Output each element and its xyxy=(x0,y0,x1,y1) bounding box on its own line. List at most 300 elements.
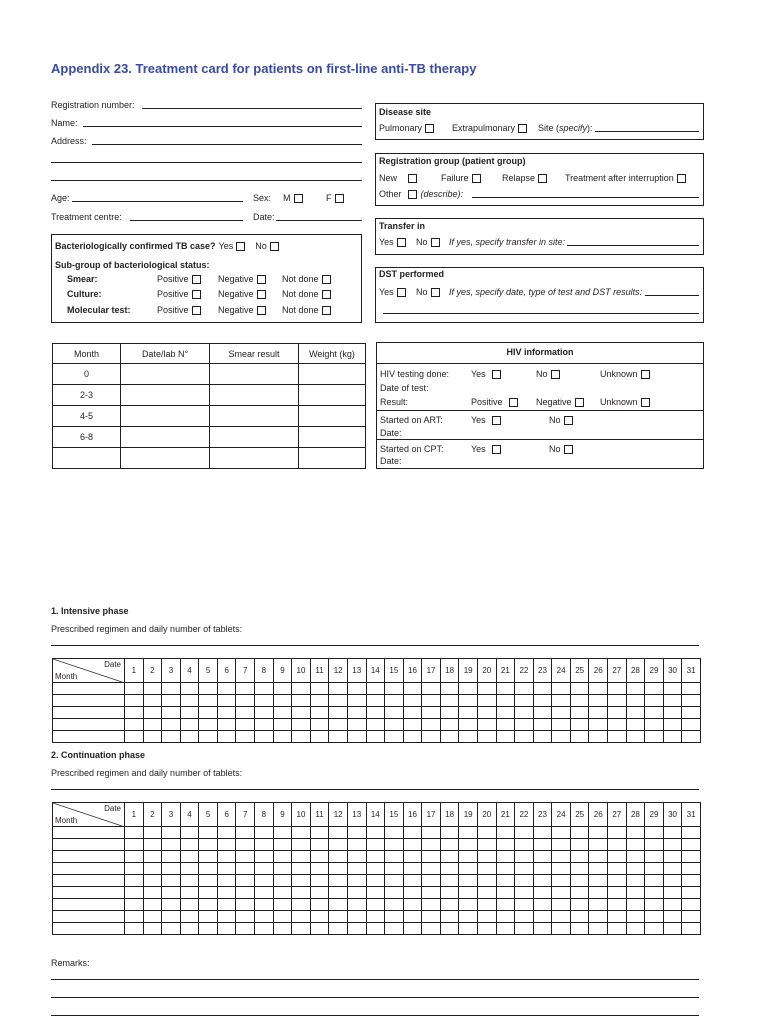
day-cell[interactable] xyxy=(477,719,496,731)
date-field[interactable] xyxy=(276,220,362,221)
result-negative-checkbox[interactable] xyxy=(575,398,584,407)
culture-not-done[interactable] xyxy=(282,289,331,299)
day-cell[interactable] xyxy=(682,887,701,899)
day-cell[interactable] xyxy=(217,839,236,851)
name-field[interactable] xyxy=(83,126,362,127)
day-cell[interactable] xyxy=(125,827,144,839)
day-cell[interactable] xyxy=(403,707,422,719)
day-cell[interactable] xyxy=(440,695,459,707)
month-cell[interactable] xyxy=(53,863,125,875)
day-cell[interactable] xyxy=(626,827,645,839)
day-cell[interactable] xyxy=(552,719,571,731)
result-unknown-checkbox[interactable] xyxy=(641,398,650,407)
day-cell[interactable] xyxy=(125,899,144,911)
day-cell[interactable] xyxy=(440,839,459,851)
day-cell[interactable] xyxy=(626,695,645,707)
day-cell[interactable] xyxy=(477,827,496,839)
day-cell[interactable] xyxy=(533,695,552,707)
day-cell[interactable] xyxy=(385,875,404,887)
day-cell[interactable] xyxy=(552,695,571,707)
sex-f-option[interactable] xyxy=(326,193,344,203)
day-cell[interactable] xyxy=(347,875,366,887)
day-cell[interactable] xyxy=(533,899,552,911)
day-cell[interactable] xyxy=(589,851,608,863)
day-cell[interactable] xyxy=(496,899,515,911)
day-cell[interactable] xyxy=(496,827,515,839)
art-yes-checkbox[interactable] xyxy=(492,416,501,425)
day-cell[interactable] xyxy=(143,887,162,899)
day-cell[interactable] xyxy=(125,683,144,695)
day-cell[interactable] xyxy=(552,911,571,923)
cpt-no-checkbox[interactable] xyxy=(564,445,573,454)
day-cell[interactable] xyxy=(180,851,199,863)
day-cell[interactable] xyxy=(422,875,441,887)
remarks-field-line-2[interactable] xyxy=(51,997,699,998)
day-cell[interactable] xyxy=(310,875,329,887)
day-cell[interactable] xyxy=(385,707,404,719)
transfer-no-checkbox[interactable] xyxy=(431,238,440,247)
day-cell[interactable] xyxy=(496,875,515,887)
day-cell[interactable] xyxy=(125,731,144,743)
day-cell[interactable] xyxy=(347,731,366,743)
day-cell[interactable] xyxy=(403,863,422,875)
hiv-testing-no-checkbox[interactable] xyxy=(551,370,560,379)
day-cell[interactable] xyxy=(477,887,496,899)
day-cell[interactable] xyxy=(533,863,552,875)
day-cell[interactable] xyxy=(459,719,478,731)
day-cell[interactable] xyxy=(682,839,701,851)
day-cell[interactable] xyxy=(180,863,199,875)
month-cell[interactable] xyxy=(53,719,125,731)
sex-f-checkbox[interactable] xyxy=(335,194,344,203)
day-cell[interactable] xyxy=(347,827,366,839)
transfer-yes-option[interactable] xyxy=(379,237,406,247)
day-cell[interactable] xyxy=(180,731,199,743)
smear-not-done[interactable] xyxy=(282,274,331,284)
day-cell[interactable] xyxy=(477,923,496,935)
day-cell[interactable] xyxy=(217,827,236,839)
smear-result-cell[interactable] xyxy=(210,406,299,427)
transfer-no-option[interactable] xyxy=(416,237,440,247)
day-cell[interactable] xyxy=(496,707,515,719)
month-cell[interactable] xyxy=(53,911,125,923)
cpt-no[interactable] xyxy=(549,444,573,454)
smear-positive-checkbox[interactable] xyxy=(192,275,201,284)
other-describe-field[interactable] xyxy=(472,197,699,198)
day-cell[interactable] xyxy=(199,719,218,731)
weight-cell[interactable] xyxy=(299,406,366,427)
day-cell[interactable] xyxy=(552,923,571,935)
day-cell[interactable] xyxy=(440,731,459,743)
day-cell[interactable] xyxy=(199,839,218,851)
day-cell[interactable] xyxy=(608,911,627,923)
day-cell[interactable] xyxy=(385,863,404,875)
day-cell[interactable] xyxy=(403,731,422,743)
day-cell[interactable] xyxy=(162,875,181,887)
day-cell[interactable] xyxy=(533,923,552,935)
smear-result-cell[interactable] xyxy=(210,427,299,448)
day-cell[interactable] xyxy=(180,683,199,695)
day-cell[interactable] xyxy=(125,923,144,935)
day-cell[interactable] xyxy=(403,839,422,851)
day-cell[interactable] xyxy=(403,827,422,839)
day-cell[interactable] xyxy=(477,731,496,743)
day-cell[interactable] xyxy=(199,899,218,911)
day-cell[interactable] xyxy=(570,887,589,899)
day-cell[interactable] xyxy=(570,875,589,887)
day-cell[interactable] xyxy=(515,899,534,911)
day-cell[interactable] xyxy=(125,911,144,923)
day-cell[interactable] xyxy=(589,863,608,875)
hiv-testing-unknown[interactable] xyxy=(600,369,650,379)
day-cell[interactable] xyxy=(422,899,441,911)
day-cell[interactable] xyxy=(125,719,144,731)
day-cell[interactable] xyxy=(422,911,441,923)
day-cell[interactable] xyxy=(162,695,181,707)
day-cell[interactable] xyxy=(403,719,422,731)
day-cell[interactable] xyxy=(217,707,236,719)
failure-checkbox[interactable] xyxy=(472,174,481,183)
day-cell[interactable] xyxy=(236,695,255,707)
day-cell[interactable] xyxy=(626,923,645,935)
day-cell[interactable] xyxy=(310,923,329,935)
day-cell[interactable] xyxy=(236,683,255,695)
day-cell[interactable] xyxy=(273,731,292,743)
day-cell[interactable] xyxy=(570,899,589,911)
day-cell[interactable] xyxy=(608,683,627,695)
day-cell[interactable] xyxy=(477,707,496,719)
day-cell[interactable] xyxy=(125,695,144,707)
day-cell[interactable] xyxy=(682,731,701,743)
day-cell[interactable] xyxy=(645,827,664,839)
day-cell[interactable] xyxy=(570,695,589,707)
day-cell[interactable] xyxy=(329,839,348,851)
day-cell[interactable] xyxy=(255,923,274,935)
result-positive[interactable] xyxy=(471,397,518,407)
day-cell[interactable] xyxy=(199,851,218,863)
day-cell[interactable] xyxy=(440,911,459,923)
day-cell[interactable] xyxy=(255,863,274,875)
day-cell[interactable] xyxy=(663,683,682,695)
date-lab-cell[interactable] xyxy=(121,385,210,406)
day-cell[interactable] xyxy=(310,851,329,863)
day-cell[interactable] xyxy=(366,827,385,839)
day-cell[interactable] xyxy=(292,839,311,851)
month-cell[interactable] xyxy=(53,851,125,863)
day-cell[interactable] xyxy=(255,707,274,719)
day-cell[interactable] xyxy=(292,707,311,719)
day-cell[interactable] xyxy=(459,887,478,899)
day-cell[interactable] xyxy=(403,695,422,707)
day-cell[interactable] xyxy=(255,887,274,899)
day-cell[interactable] xyxy=(310,683,329,695)
month-cell[interactable] xyxy=(53,923,125,935)
treatment-after-interruption-option[interactable] xyxy=(565,173,686,183)
day-cell[interactable] xyxy=(440,923,459,935)
day-cell[interactable] xyxy=(180,887,199,899)
day-cell[interactable] xyxy=(552,875,571,887)
day-cell[interactable] xyxy=(608,899,627,911)
day-cell[interactable] xyxy=(366,911,385,923)
address-field-line-2[interactable] xyxy=(51,162,362,163)
day-cell[interactable] xyxy=(422,707,441,719)
day-cell[interactable] xyxy=(533,839,552,851)
day-cell[interactable] xyxy=(217,887,236,899)
day-cell[interactable] xyxy=(385,719,404,731)
day-cell[interactable] xyxy=(533,875,552,887)
day-cell[interactable] xyxy=(329,851,348,863)
smear-positive[interactable] xyxy=(157,274,201,284)
day-cell[interactable] xyxy=(663,707,682,719)
day-cell[interactable] xyxy=(385,887,404,899)
month-cell[interactable] xyxy=(53,899,125,911)
day-cell[interactable] xyxy=(422,839,441,851)
day-cell[interactable] xyxy=(645,911,664,923)
day-cell[interactable] xyxy=(143,875,162,887)
day-cell[interactable] xyxy=(533,827,552,839)
culture-negative-checkbox[interactable] xyxy=(257,290,266,299)
day-cell[interactable] xyxy=(477,695,496,707)
day-cell[interactable] xyxy=(589,899,608,911)
day-cell[interactable] xyxy=(496,683,515,695)
day-cell[interactable] xyxy=(403,851,422,863)
pulmonary-checkbox[interactable] xyxy=(425,124,434,133)
day-cell[interactable] xyxy=(459,707,478,719)
day-cell[interactable] xyxy=(385,695,404,707)
day-cell[interactable] xyxy=(199,911,218,923)
age-field[interactable] xyxy=(72,201,243,202)
day-cell[interactable] xyxy=(180,923,199,935)
day-cell[interactable] xyxy=(608,707,627,719)
day-cell[interactable] xyxy=(329,683,348,695)
new-checkbox[interactable] xyxy=(408,174,417,183)
day-cell[interactable] xyxy=(552,863,571,875)
day-cell[interactable] xyxy=(626,875,645,887)
day-cell[interactable] xyxy=(292,827,311,839)
day-cell[interactable] xyxy=(663,899,682,911)
day-cell[interactable] xyxy=(626,707,645,719)
smear-negative[interactable] xyxy=(218,274,266,284)
day-cell[interactable] xyxy=(255,695,274,707)
day-cell[interactable] xyxy=(180,839,199,851)
day-cell[interactable] xyxy=(162,731,181,743)
day-cell[interactable] xyxy=(422,683,441,695)
day-cell[interactable] xyxy=(570,863,589,875)
weight-cell[interactable] xyxy=(299,427,366,448)
day-cell[interactable] xyxy=(459,839,478,851)
day-cell[interactable] xyxy=(180,911,199,923)
date-lab-cell[interactable] xyxy=(121,448,210,469)
day-cell[interactable] xyxy=(292,899,311,911)
day-cell[interactable] xyxy=(682,923,701,935)
day-cell[interactable] xyxy=(645,875,664,887)
day-cell[interactable] xyxy=(143,827,162,839)
day-cell[interactable] xyxy=(663,887,682,899)
day-cell[interactable] xyxy=(459,911,478,923)
day-cell[interactable] xyxy=(589,839,608,851)
day-cell[interactable] xyxy=(217,923,236,935)
day-cell[interactable] xyxy=(162,707,181,719)
day-cell[interactable] xyxy=(199,923,218,935)
day-cell[interactable] xyxy=(329,695,348,707)
day-cell[interactable] xyxy=(217,683,236,695)
day-cell[interactable] xyxy=(143,683,162,695)
day-cell[interactable] xyxy=(496,695,515,707)
day-cell[interactable] xyxy=(347,707,366,719)
day-cell[interactable] xyxy=(626,887,645,899)
smear-result-cell[interactable] xyxy=(210,385,299,406)
day-cell[interactable] xyxy=(366,851,385,863)
day-cell[interactable] xyxy=(589,719,608,731)
day-cell[interactable] xyxy=(366,707,385,719)
day-cell[interactable] xyxy=(125,839,144,851)
day-cell[interactable] xyxy=(515,863,534,875)
day-cell[interactable] xyxy=(570,851,589,863)
day-cell[interactable] xyxy=(162,911,181,923)
registration-number-field[interactable] xyxy=(142,108,362,109)
day-cell[interactable] xyxy=(663,839,682,851)
day-cell[interactable] xyxy=(663,719,682,731)
day-cell[interactable] xyxy=(217,695,236,707)
smear-negative-checkbox[interactable] xyxy=(257,275,266,284)
day-cell[interactable] xyxy=(310,887,329,899)
day-cell[interactable] xyxy=(273,851,292,863)
day-cell[interactable] xyxy=(199,875,218,887)
dst-yes-option[interactable] xyxy=(379,287,406,297)
day-cell[interactable] xyxy=(143,863,162,875)
day-cell[interactable] xyxy=(552,887,571,899)
day-cell[interactable] xyxy=(366,839,385,851)
day-cell[interactable] xyxy=(570,827,589,839)
day-cell[interactable] xyxy=(608,863,627,875)
day-cell[interactable] xyxy=(663,851,682,863)
day-cell[interactable] xyxy=(236,899,255,911)
molecular-not-done[interactable] xyxy=(282,305,331,315)
day-cell[interactable] xyxy=(682,851,701,863)
day-cell[interactable] xyxy=(292,863,311,875)
day-cell[interactable] xyxy=(645,923,664,935)
day-cell[interactable] xyxy=(180,695,199,707)
day-cell[interactable] xyxy=(292,695,311,707)
day-cell[interactable] xyxy=(608,839,627,851)
day-cell[interactable] xyxy=(180,875,199,887)
day-cell[interactable] xyxy=(217,911,236,923)
day-cell[interactable] xyxy=(459,875,478,887)
date-lab-cell[interactable] xyxy=(121,406,210,427)
day-cell[interactable] xyxy=(236,719,255,731)
day-cell[interactable] xyxy=(273,827,292,839)
day-cell[interactable] xyxy=(626,863,645,875)
day-cell[interactable] xyxy=(589,875,608,887)
month-cell[interactable] xyxy=(53,731,125,743)
day-cell[interactable] xyxy=(682,827,701,839)
day-cell[interactable] xyxy=(608,695,627,707)
day-cell[interactable] xyxy=(143,899,162,911)
day-cell[interactable] xyxy=(682,695,701,707)
day-cell[interactable] xyxy=(217,875,236,887)
day-cell[interactable] xyxy=(589,707,608,719)
day-cell[interactable] xyxy=(608,851,627,863)
day-cell[interactable] xyxy=(329,731,348,743)
day-cell[interactable] xyxy=(366,695,385,707)
address-field[interactable] xyxy=(92,144,362,145)
day-cell[interactable] xyxy=(236,887,255,899)
day-cell[interactable] xyxy=(273,923,292,935)
day-cell[interactable] xyxy=(440,875,459,887)
day-cell[interactable] xyxy=(422,851,441,863)
day-cell[interactable] xyxy=(347,719,366,731)
bacterio-yes-checkbox[interactable] xyxy=(236,242,245,251)
day-cell[interactable] xyxy=(143,851,162,863)
weight-cell[interactable] xyxy=(299,385,366,406)
day-cell[interactable] xyxy=(162,887,181,899)
day-cell[interactable] xyxy=(273,863,292,875)
day-cell[interactable] xyxy=(477,875,496,887)
day-cell[interactable] xyxy=(608,875,627,887)
day-cell[interactable] xyxy=(143,719,162,731)
day-cell[interactable] xyxy=(459,899,478,911)
day-cell[interactable] xyxy=(682,719,701,731)
day-cell[interactable] xyxy=(533,887,552,899)
day-cell[interactable] xyxy=(385,851,404,863)
day-cell[interactable] xyxy=(236,707,255,719)
day-cell[interactable] xyxy=(180,827,199,839)
day-cell[interactable] xyxy=(273,719,292,731)
day-cell[interactable] xyxy=(199,827,218,839)
site-specify-field[interactable] xyxy=(595,131,699,132)
day-cell[interactable] xyxy=(310,719,329,731)
day-cell[interactable] xyxy=(440,683,459,695)
day-cell[interactable] xyxy=(217,863,236,875)
day-cell[interactable] xyxy=(236,827,255,839)
day-cell[interactable] xyxy=(273,899,292,911)
day-cell[interactable] xyxy=(329,899,348,911)
hiv-testing-no[interactable] xyxy=(536,369,560,379)
day-cell[interactable] xyxy=(515,839,534,851)
day-cell[interactable] xyxy=(403,911,422,923)
day-cell[interactable] xyxy=(143,731,162,743)
month-cell[interactable] xyxy=(53,887,125,899)
day-cell[interactable] xyxy=(533,911,552,923)
day-cell[interactable] xyxy=(385,911,404,923)
day-cell[interactable] xyxy=(162,851,181,863)
day-cell[interactable] xyxy=(589,731,608,743)
day-cell[interactable] xyxy=(570,707,589,719)
day-cell[interactable] xyxy=(329,911,348,923)
day-cell[interactable] xyxy=(403,923,422,935)
day-cell[interactable] xyxy=(385,899,404,911)
day-cell[interactable] xyxy=(663,875,682,887)
day-cell[interactable] xyxy=(608,731,627,743)
day-cell[interactable] xyxy=(552,899,571,911)
molecular-positive[interactable] xyxy=(157,305,201,315)
day-cell[interactable] xyxy=(496,719,515,731)
hiv-testing-unknown-checkbox[interactable] xyxy=(641,370,650,379)
hiv-testing-yes-checkbox[interactable] xyxy=(492,370,501,379)
day-cell[interactable] xyxy=(292,923,311,935)
cpt-yes-checkbox[interactable] xyxy=(492,445,501,454)
day-cell[interactable] xyxy=(422,731,441,743)
day-cell[interactable] xyxy=(329,923,348,935)
relapse-checkbox[interactable] xyxy=(538,174,547,183)
day-cell[interactable] xyxy=(236,731,255,743)
day-cell[interactable] xyxy=(459,827,478,839)
day-cell[interactable] xyxy=(199,887,218,899)
day-cell[interactable] xyxy=(496,863,515,875)
day-cell[interactable] xyxy=(533,851,552,863)
date-lab-cell[interactable] xyxy=(121,364,210,385)
dst-no-checkbox[interactable] xyxy=(431,288,440,297)
